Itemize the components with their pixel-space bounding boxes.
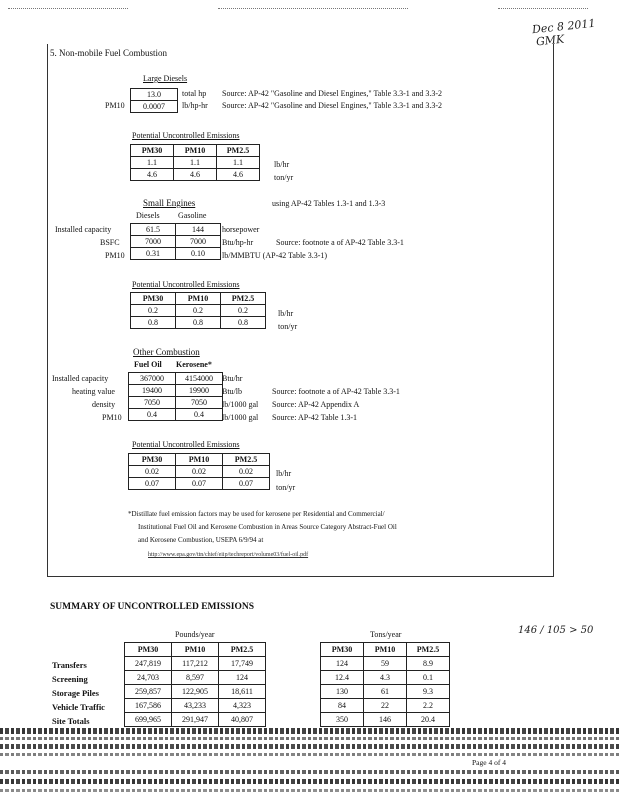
header-cell: PM2.5 <box>219 643 266 657</box>
row-label: PM10 <box>105 101 125 110</box>
footnote-line: and Kerosene Combustion, USEPA 6/9/94 at <box>138 536 264 544</box>
scan-artifact <box>0 737 621 740</box>
value-cell: 367000 <box>129 373 176 385</box>
unit-label: Btu/hr <box>222 374 243 383</box>
table-row <box>321 685 450 699</box>
scan-artifact <box>0 789 621 792</box>
header-cell: PM2.5 <box>407 643 450 657</box>
value-cell: 40,807 <box>219 713 266 727</box>
table-row <box>321 713 450 727</box>
value-cell: 1.1 <box>131 157 174 169</box>
value-cell: 7000 <box>176 236 221 248</box>
scan-artifact <box>0 753 621 756</box>
tons-group-header: Tons/year <box>370 630 402 639</box>
source-note: Source: AP-42 "Gasoline and Diesel Engines," Table 3.3-1 and 3.3-2 <box>222 101 443 110</box>
value-cell: 0.1 <box>407 671 450 685</box>
pounds-group-header: Pounds/year <box>175 630 215 639</box>
unit-label: Btu/lb <box>222 387 243 396</box>
small-engines-note: using AP-42 Tables 1.3-1 and 1.3-3 <box>272 199 386 208</box>
value-cell: 12.4 <box>321 671 364 685</box>
table-header-row <box>321 643 450 657</box>
value-cell: 1.1 <box>174 157 217 169</box>
table-row <box>131 89 178 101</box>
table-row <box>125 699 266 713</box>
value-cell: 4,323 <box>219 699 266 713</box>
unit-label: horsepower <box>222 225 260 234</box>
value-cell: 146 <box>364 713 407 727</box>
value-cell: 17,749 <box>219 657 266 671</box>
table-row <box>129 466 270 478</box>
large-diesels-table <box>130 88 178 113</box>
value-cell: 61 <box>364 685 407 699</box>
potential-title: Potential Uncontrolled Emissions <box>132 440 240 449</box>
row-label: Installed capacity <box>55 225 112 234</box>
value-cell: 117,212 <box>172 657 219 671</box>
value-cell: 18,611 <box>219 685 266 699</box>
large-diesels-title: Large Diesels <box>143 74 188 83</box>
value-cell: 19900 <box>176 385 223 397</box>
header-cell: PM2.5 <box>223 454 270 466</box>
small-engines-table <box>130 223 221 260</box>
header-cell: PM30 <box>131 293 176 305</box>
value-cell: 699,965 <box>125 713 172 727</box>
value-cell: 4.6 <box>131 169 174 181</box>
source-note: Source: AP-42 "Gasoline and Diesel Engines," Table 3.3-1 and 3.3-2 <box>222 89 443 98</box>
header-cell: PM10 <box>176 454 223 466</box>
value-cell: 13.0 <box>131 89 178 101</box>
scan-artifact <box>0 728 621 734</box>
value-cell: 0.31 <box>131 248 176 260</box>
source-note: Source: AP-42 Appendix A <box>272 400 360 409</box>
value-cell: 7000 <box>131 236 176 248</box>
value-cell: 4154000 <box>176 373 223 385</box>
source-note: Source: footnote a of AP-42 Table 3.3-1 <box>276 238 404 247</box>
value-cell: 0.07 <box>129 478 176 490</box>
potential-emissions-table <box>130 144 260 181</box>
value-cell: 4.6 <box>217 169 260 181</box>
value-cell: 0.2 <box>131 305 176 317</box>
value-cell: 0.02 <box>129 466 176 478</box>
table-row <box>125 685 266 699</box>
scan-artifact <box>0 779 621 784</box>
unit-label: ton/yr <box>278 322 298 331</box>
potential-title: Potential Uncontrolled Emissions <box>132 280 240 289</box>
value-cell: 0.10 <box>176 248 221 260</box>
unit-label: lb/hp-hr <box>182 101 208 110</box>
row-label: Installed capacity <box>52 374 109 383</box>
column-header: Kerosene* <box>176 360 212 369</box>
handwritten-date: Dec 8 2011 <box>531 16 596 37</box>
value-cell: 4.6 <box>174 169 217 181</box>
summary-row-label: Transfers <box>52 660 87 670</box>
value-cell: 144 <box>176 224 221 236</box>
value-cell: 0.02 <box>176 466 223 478</box>
summary-row-label: Storage Piles <box>52 688 99 698</box>
value-cell: 0.8 <box>221 317 266 329</box>
column-header: Fuel Oil <box>134 360 162 369</box>
table-row <box>125 713 266 727</box>
column-header: Diesels <box>136 211 160 220</box>
unit-label: lb/MMBTU (AP-42 Table 3.3-1) <box>222 251 328 260</box>
unit-label: lb/1000 gal <box>222 413 259 422</box>
value-cell: 0.02 <box>223 466 270 478</box>
value-cell: 350 <box>321 713 364 727</box>
footnote-line: Institutional Fuel Oil and Kerosene Combustion in Areas Source Category Abstract-Fuel Oil <box>138 523 397 531</box>
value-cell: 0.4 <box>176 409 223 421</box>
unit-label: ton/yr <box>274 173 294 182</box>
value-cell: 7050 <box>176 397 223 409</box>
table-row <box>129 373 223 385</box>
table-row <box>131 236 221 248</box>
header-cell: PM30 <box>125 643 172 657</box>
value-cell: 4.3 <box>364 671 407 685</box>
value-cell: 259,857 <box>125 685 172 699</box>
value-cell: 2.2 <box>407 699 450 713</box>
summary-title: SUMMARY OF UNCONTROLLED EMISSIONS <box>50 602 255 612</box>
footnote-link[interactable]: http://www.epa.gov/ttn/chief/eiip/techreport/volume03/fuel-oil.pdf <box>148 552 309 558</box>
value-cell: 43,233 <box>172 699 219 713</box>
value-cell: 247,819 <box>125 657 172 671</box>
value-cell: 0.4 <box>129 409 176 421</box>
value-cell: 0.2 <box>176 305 221 317</box>
scan-artifact <box>0 770 621 774</box>
summary-pounds-table <box>124 642 266 727</box>
table-row <box>129 397 223 409</box>
table-row <box>131 169 260 181</box>
value-cell: 0.07 <box>223 478 270 490</box>
table-header-row <box>131 293 266 305</box>
unit-label: lb/hr <box>274 160 290 169</box>
summary-row-label: Vehicle Traffic <box>52 702 105 712</box>
potential-emissions-table <box>128 453 270 490</box>
value-cell: 8,597 <box>172 671 219 685</box>
other-combustion-title: Other Combustion <box>133 347 200 357</box>
value-cell: 24,703 <box>125 671 172 685</box>
value-cell: 61.5 <box>131 224 176 236</box>
value-cell: 291,947 <box>172 713 219 727</box>
handwritten-initials: GMK <box>535 32 565 49</box>
header-cell: PM10 <box>176 293 221 305</box>
value-cell: 22 <box>364 699 407 713</box>
value-cell: 0.07 <box>176 478 223 490</box>
table-row <box>129 478 270 490</box>
value-cell: 84 <box>321 699 364 713</box>
header-cell: PM10 <box>172 643 219 657</box>
handwritten-margin-note: 146 / 105 > 50 <box>518 625 594 636</box>
other-combustion-table <box>128 372 223 421</box>
table-row <box>131 317 266 329</box>
row-label: BSFC <box>100 238 120 247</box>
potential-emissions-table <box>130 292 266 329</box>
row-label: heating value <box>72 387 115 396</box>
value-cell: 124 <box>219 671 266 685</box>
table-row <box>129 409 223 421</box>
potential-title: Potential Uncontrolled Emissions <box>132 131 240 140</box>
table-row <box>129 385 223 397</box>
header-cell: PM30 <box>131 145 174 157</box>
value-cell: 1.1 <box>217 157 260 169</box>
table-row <box>321 671 450 685</box>
table-row <box>321 699 450 713</box>
header-cell: PM10 <box>364 643 407 657</box>
section-frame <box>47 44 554 577</box>
unit-label: lb/1000 gal <box>222 400 259 409</box>
table-row <box>125 657 266 671</box>
value-cell: 0.8 <box>176 317 221 329</box>
small-engines-title: Small Engines <box>143 198 196 208</box>
value-cell: 0.8 <box>131 317 176 329</box>
row-label: PM10 <box>105 251 125 260</box>
unit-label: Btu/hp-hr <box>222 238 254 247</box>
unit-label: ton/yr <box>276 483 296 492</box>
table-row <box>131 248 221 260</box>
page-number: Page 4 of 4 <box>472 758 506 767</box>
value-cell: 167,586 <box>125 699 172 713</box>
table-header-row <box>125 643 266 657</box>
row-label: density <box>92 400 116 409</box>
unit-label: lb/hr <box>276 469 292 478</box>
source-note: Source: AP-42 Table 1.3-1 <box>272 413 358 422</box>
value-cell: 59 <box>364 657 407 671</box>
table-row <box>125 671 266 685</box>
table-row <box>131 224 221 236</box>
value-cell: 0.2 <box>221 305 266 317</box>
value-cell: 7050 <box>129 397 176 409</box>
table-row <box>131 101 178 113</box>
value-cell: 20.4 <box>407 713 450 727</box>
value-cell: 8.9 <box>407 657 450 671</box>
source-note: Source: footnote a of AP-42 Table 3.3-1 <box>272 387 400 396</box>
value-cell: 122,905 <box>172 685 219 699</box>
table-header-row <box>131 145 260 157</box>
table-header-row <box>129 454 270 466</box>
value-cell: 124 <box>321 657 364 671</box>
value-cell: 9.3 <box>407 685 450 699</box>
value-cell: 0.0007 <box>131 101 178 113</box>
summary-row-label: Screening <box>52 674 88 684</box>
summary-tons-table <box>320 642 450 727</box>
value-cell: 130 <box>321 685 364 699</box>
table-row <box>321 657 450 671</box>
section-title: 5. Non-mobile Fuel Combustion <box>50 48 167 58</box>
column-header: Gasoline <box>178 211 207 220</box>
value-cell: 19400 <box>129 385 176 397</box>
row-label: PM10 <box>102 413 122 422</box>
header-cell: PM30 <box>129 454 176 466</box>
summary-row-label: Site Totals <box>52 716 90 726</box>
header-cell: PM10 <box>174 145 217 157</box>
table-row <box>131 157 260 169</box>
table-row <box>131 305 266 317</box>
header-cell: PM2.5 <box>217 145 260 157</box>
header-cell: PM2.5 <box>221 293 266 305</box>
footnote-line: *Distillate fuel emission factors may be used for kerosene per Residential and Commercial/ <box>128 510 385 518</box>
header-cell: PM30 <box>321 643 364 657</box>
scan-artifact <box>0 744 621 749</box>
unit-label: total hp <box>182 89 207 98</box>
unit-label: lb/hr <box>278 309 294 318</box>
